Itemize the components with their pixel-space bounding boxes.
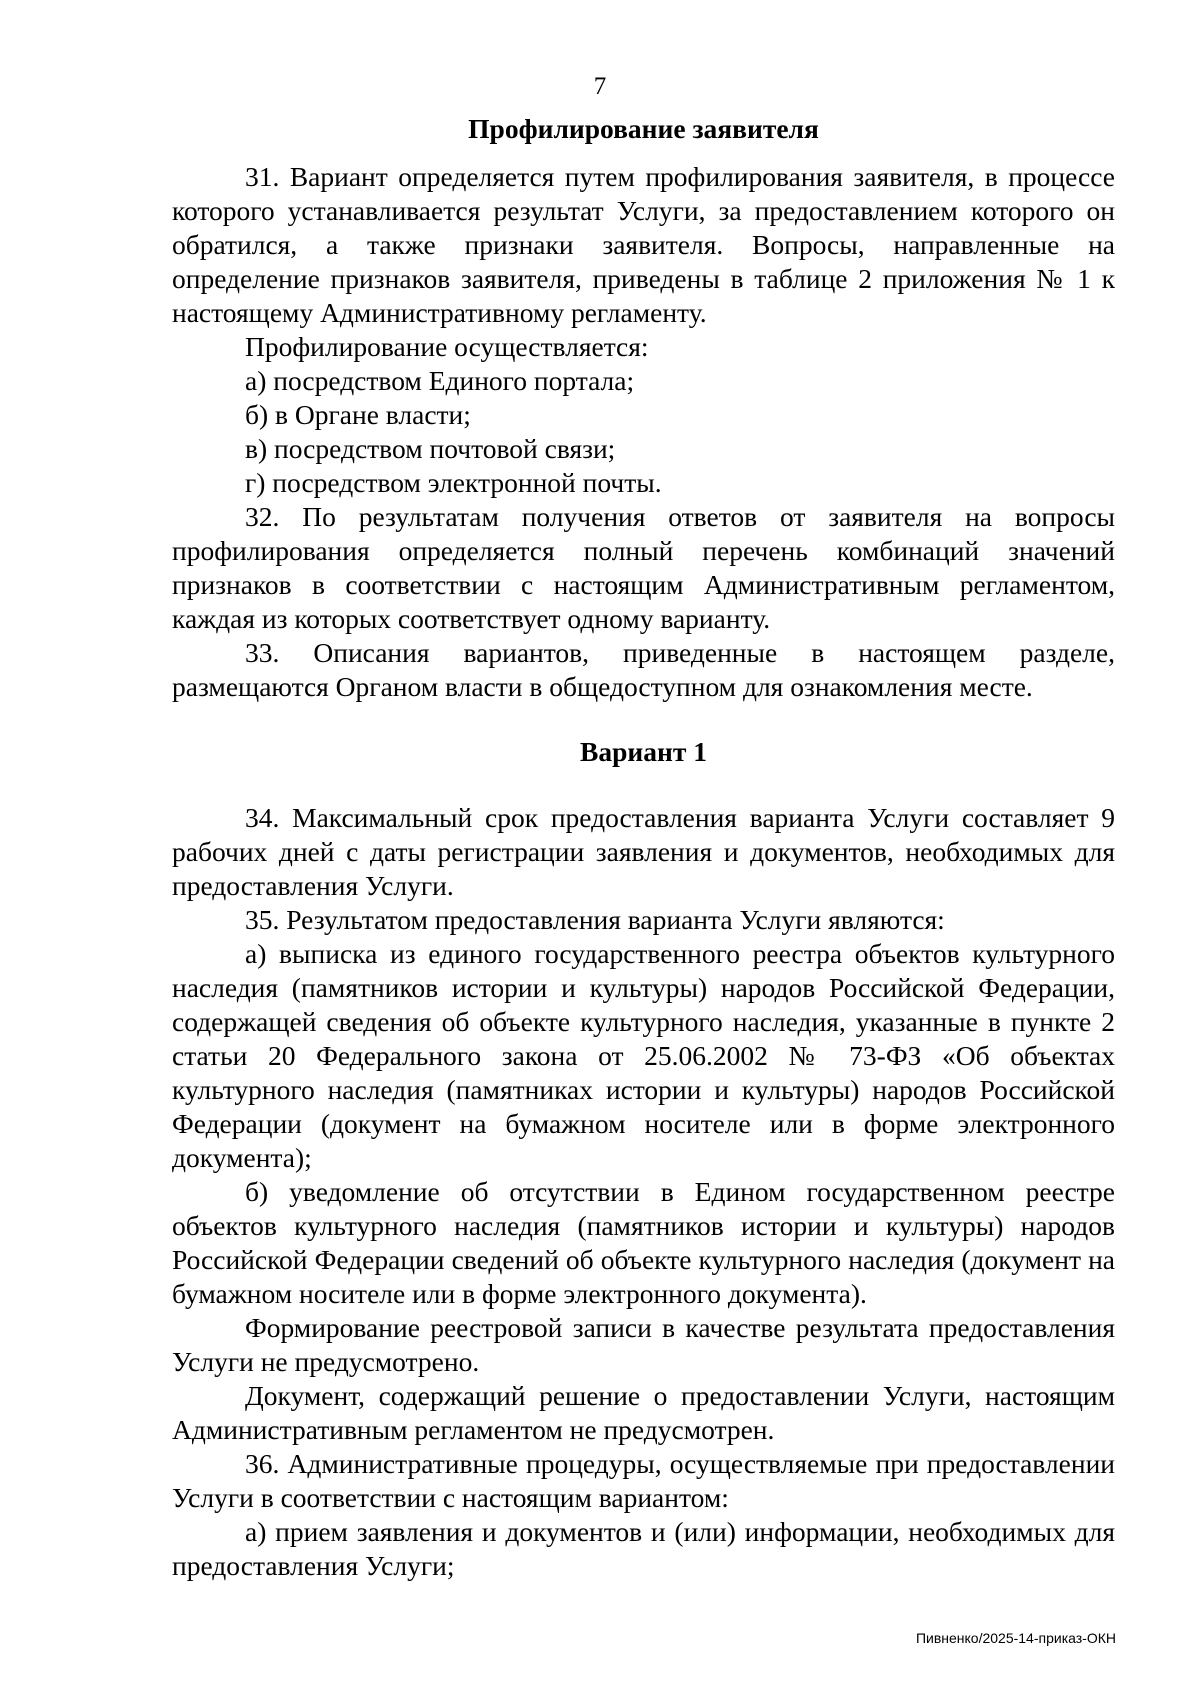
section-heading-variant-1: Вариант 1: [580, 736, 707, 767]
paragraph-profiling-intro: Профилирование осуществляется:: [245, 331, 649, 362]
paragraph-34: 34. Максимальный срок предоставления варианта Услуги составляет 9 рабочих дней с даты регистрации заявления и документов, необходимых для предоставления Услуги.: [172, 802, 1115, 901]
document-body: [172, 112, 1115, 1583]
paragraph-registry-record: Формирование реестровой записи в качестве результата предоставления Услуги не предусмотрено.: [172, 1312, 1115, 1377]
list-item-b: б) в Органе власти;: [245, 399, 471, 430]
list-item-g: г) посредством электронной почты.: [245, 467, 662, 498]
paragraph-36: 36. Административные процедуры, осуществляемые при предоставлении Услуги в соответствии с настоящим вариантом:: [172, 1448, 1115, 1513]
paragraph-35-a: а) выписка из единого государственного реестра объектов культурного наследия (памятников истории и культуры) народов Российской Федерации, содержащей сведения об объекте культурного наследия, указанные в пункте 2 статьи 20 Федерального закона от 25.06.2002 № 73-ФЗ «Об объектах культурного наследия (памятниках истории и культуры) народов Российской Федерации (документ на бумажном носителе или в форме электронного документа);: [172, 938, 1115, 1173]
paragraph-33: 33. Описания вариантов, приведенные в настоящем разделе, размещаются Органом власти в общедоступном для ознакомления месте.: [172, 637, 1115, 702]
section-heading-profiling: Профилирование заявителя: [468, 113, 819, 144]
page-number: 7: [593, 73, 607, 100]
paragraph-31: 31. Вариант определяется путем профилирования заявителя, в процессе которого устанавливается результат Услуги, за предоставлением которого он обратился, а также признаки заявителя. Вопросы, направленные на определение признаков заявителя, приведены в таблице 2 приложения № 1 к настоящему Административному регламенту.: [172, 161, 1115, 328]
list-item-v: в) посредством почтовой связи;: [245, 433, 616, 464]
paragraph-35: 35. Результатом предоставления варианта Услуги являются:: [245, 904, 945, 935]
footer-document-code: Пивненко/2025-14-приказ-ОКН: [915, 1630, 1116, 1646]
paragraph-32: 32. По результатам получения ответов от заявителя на вопросы профилирования определяется полный перечень комбинаций значений признаков в соответствии с настоящим Административным регламентом, каждая из которых соответствует одному варианту.: [172, 501, 1115, 634]
paragraph-decision-document: Документ, содержащий решение о предоставлении Услуги, настоящим Административным регламентом не предусмотрен.: [172, 1380, 1115, 1445]
list-item-a: а) посредством Единого портала;: [245, 365, 635, 396]
paragraph-36-a: а) прием заявления и документов и (или) информации, необходимых для предоставления Услуги;: [172, 1516, 1115, 1581]
paragraph-35-b: б) уведомление об отсутствии в Едином государственном реестре объектов культурного наследия (памятников истории и культуры) народов Российской Федерации сведений об объекте культурного наследия (документ на бумажном носителе или в форме электронного документа).: [172, 1176, 1115, 1309]
